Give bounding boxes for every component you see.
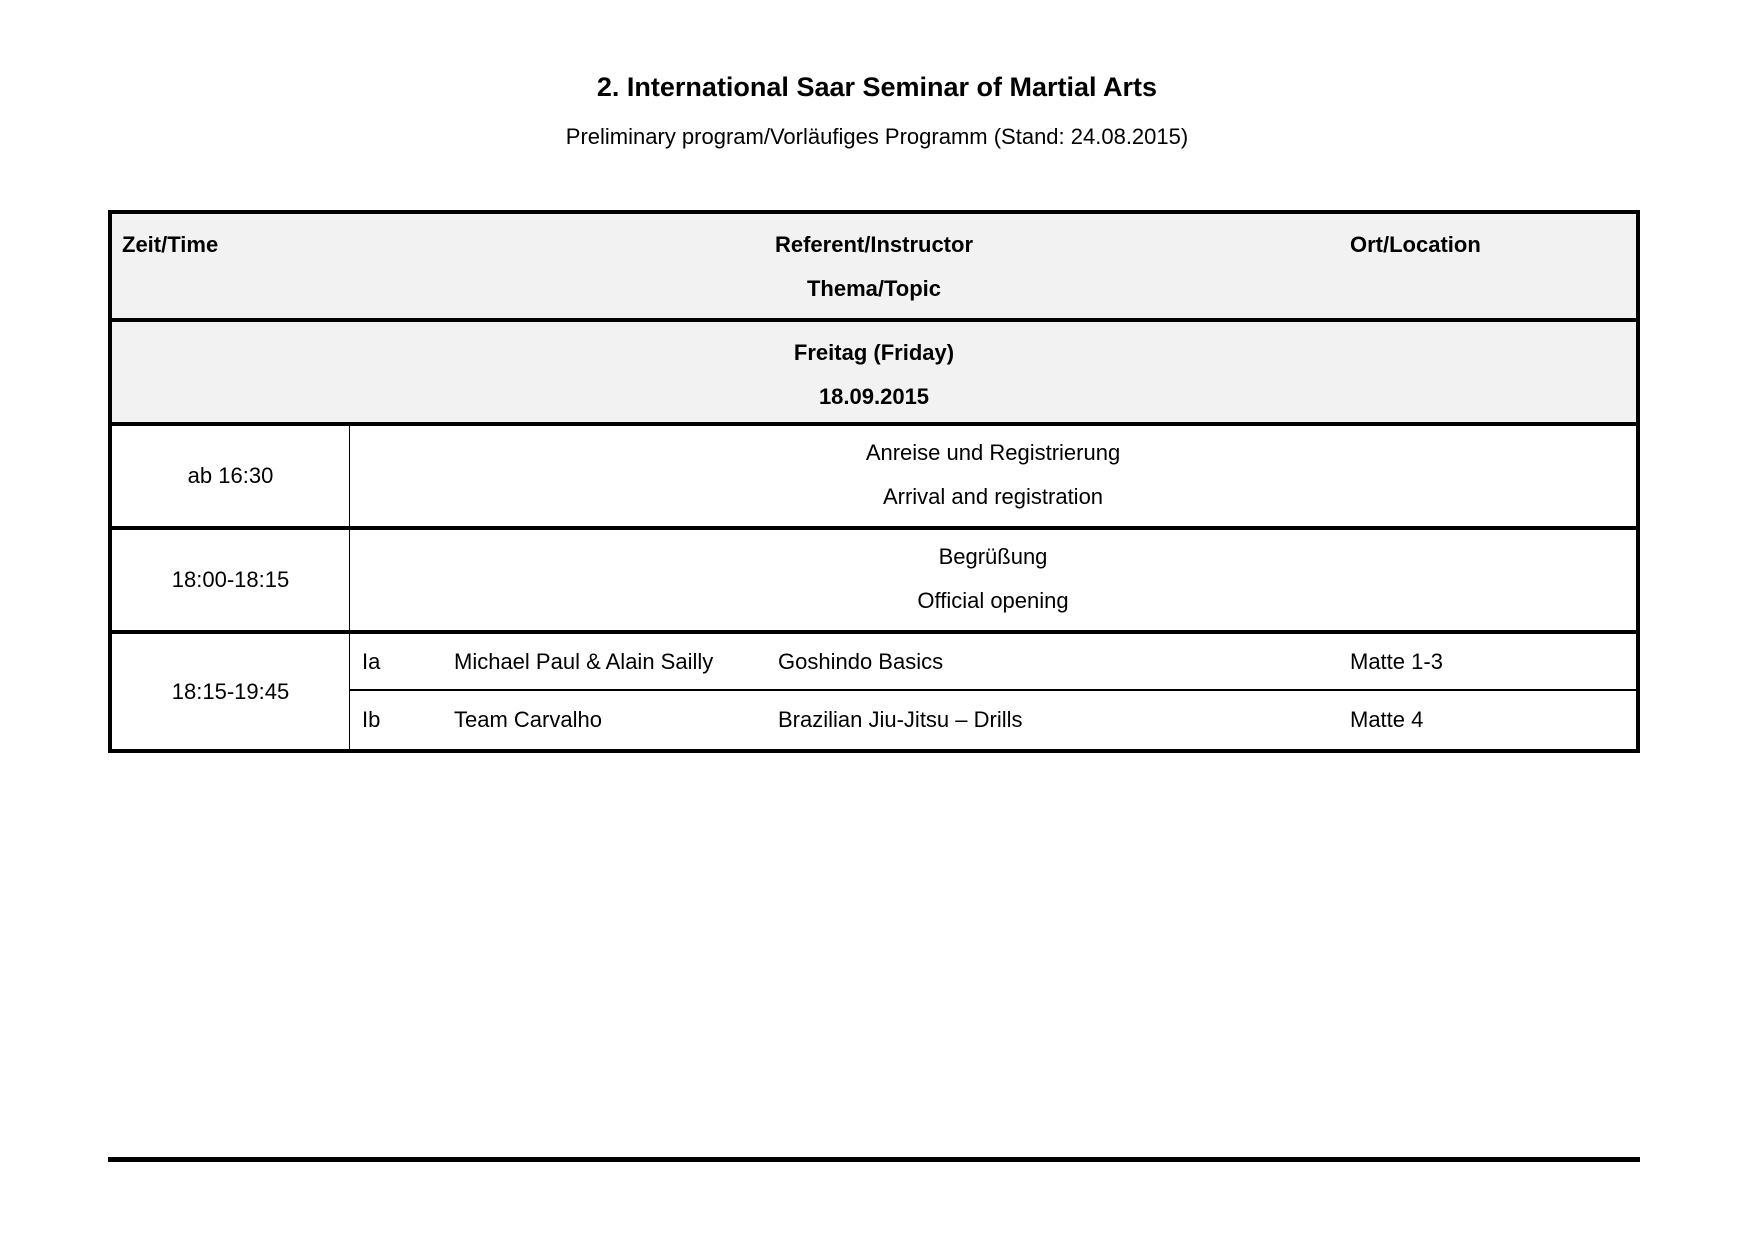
event-line-de: Begrüßung (938, 544, 1048, 569)
session-instructor: Michael Paul & Alain Sailly (454, 648, 714, 674)
table-row (112, 426, 1636, 530)
document-subtitle: Preliminary program/Vorläufiges Programm (Stand: 24.08.2015) (565, 124, 1189, 149)
day-date: 18.09.2015 (818, 384, 930, 409)
session-topic: Goshindo Basics (778, 648, 944, 674)
session-location: Matte 4 (1350, 707, 1424, 732)
event-time: ab 16:30 (112, 426, 350, 526)
day-row (112, 322, 1636, 426)
header-location: Ort/Location (1350, 232, 1481, 257)
session-topic: Brazilian Jiu-Jitsu – Drills (778, 707, 1023, 732)
event-description (350, 530, 1636, 630)
footer-divider (108, 1157, 1640, 1162)
program-table (108, 210, 1640, 753)
header-time: Zeit/Time (122, 232, 219, 257)
session-id: Ib (362, 707, 381, 732)
session-item (350, 691, 1636, 749)
document-title: 2. International Saar Seminar of Martial Arts (596, 72, 1158, 102)
event-time: 18:00-18:15 (112, 530, 350, 630)
event-line-en: Arrival and registration (882, 484, 1104, 509)
session-item (350, 634, 1636, 691)
table-row (112, 634, 1636, 749)
session-time: 18:15-19:45 (112, 634, 350, 749)
day-name: Freitag (Friday) (793, 340, 955, 365)
table-header-row (112, 214, 1636, 322)
table-row (112, 530, 1636, 634)
header-instructor: Referent/Instructor (774, 232, 974, 257)
session-instructor: Team Carvalho (454, 707, 602, 732)
session-id: Ia (362, 648, 381, 674)
session-location: Matte 1-3 (1350, 648, 1443, 674)
event-line-en: Official opening (917, 588, 1069, 613)
header-topic: Thema/Topic (806, 276, 942, 301)
event-line-de: Anreise und Registrierung (865, 440, 1121, 465)
event-description (350, 426, 1636, 526)
